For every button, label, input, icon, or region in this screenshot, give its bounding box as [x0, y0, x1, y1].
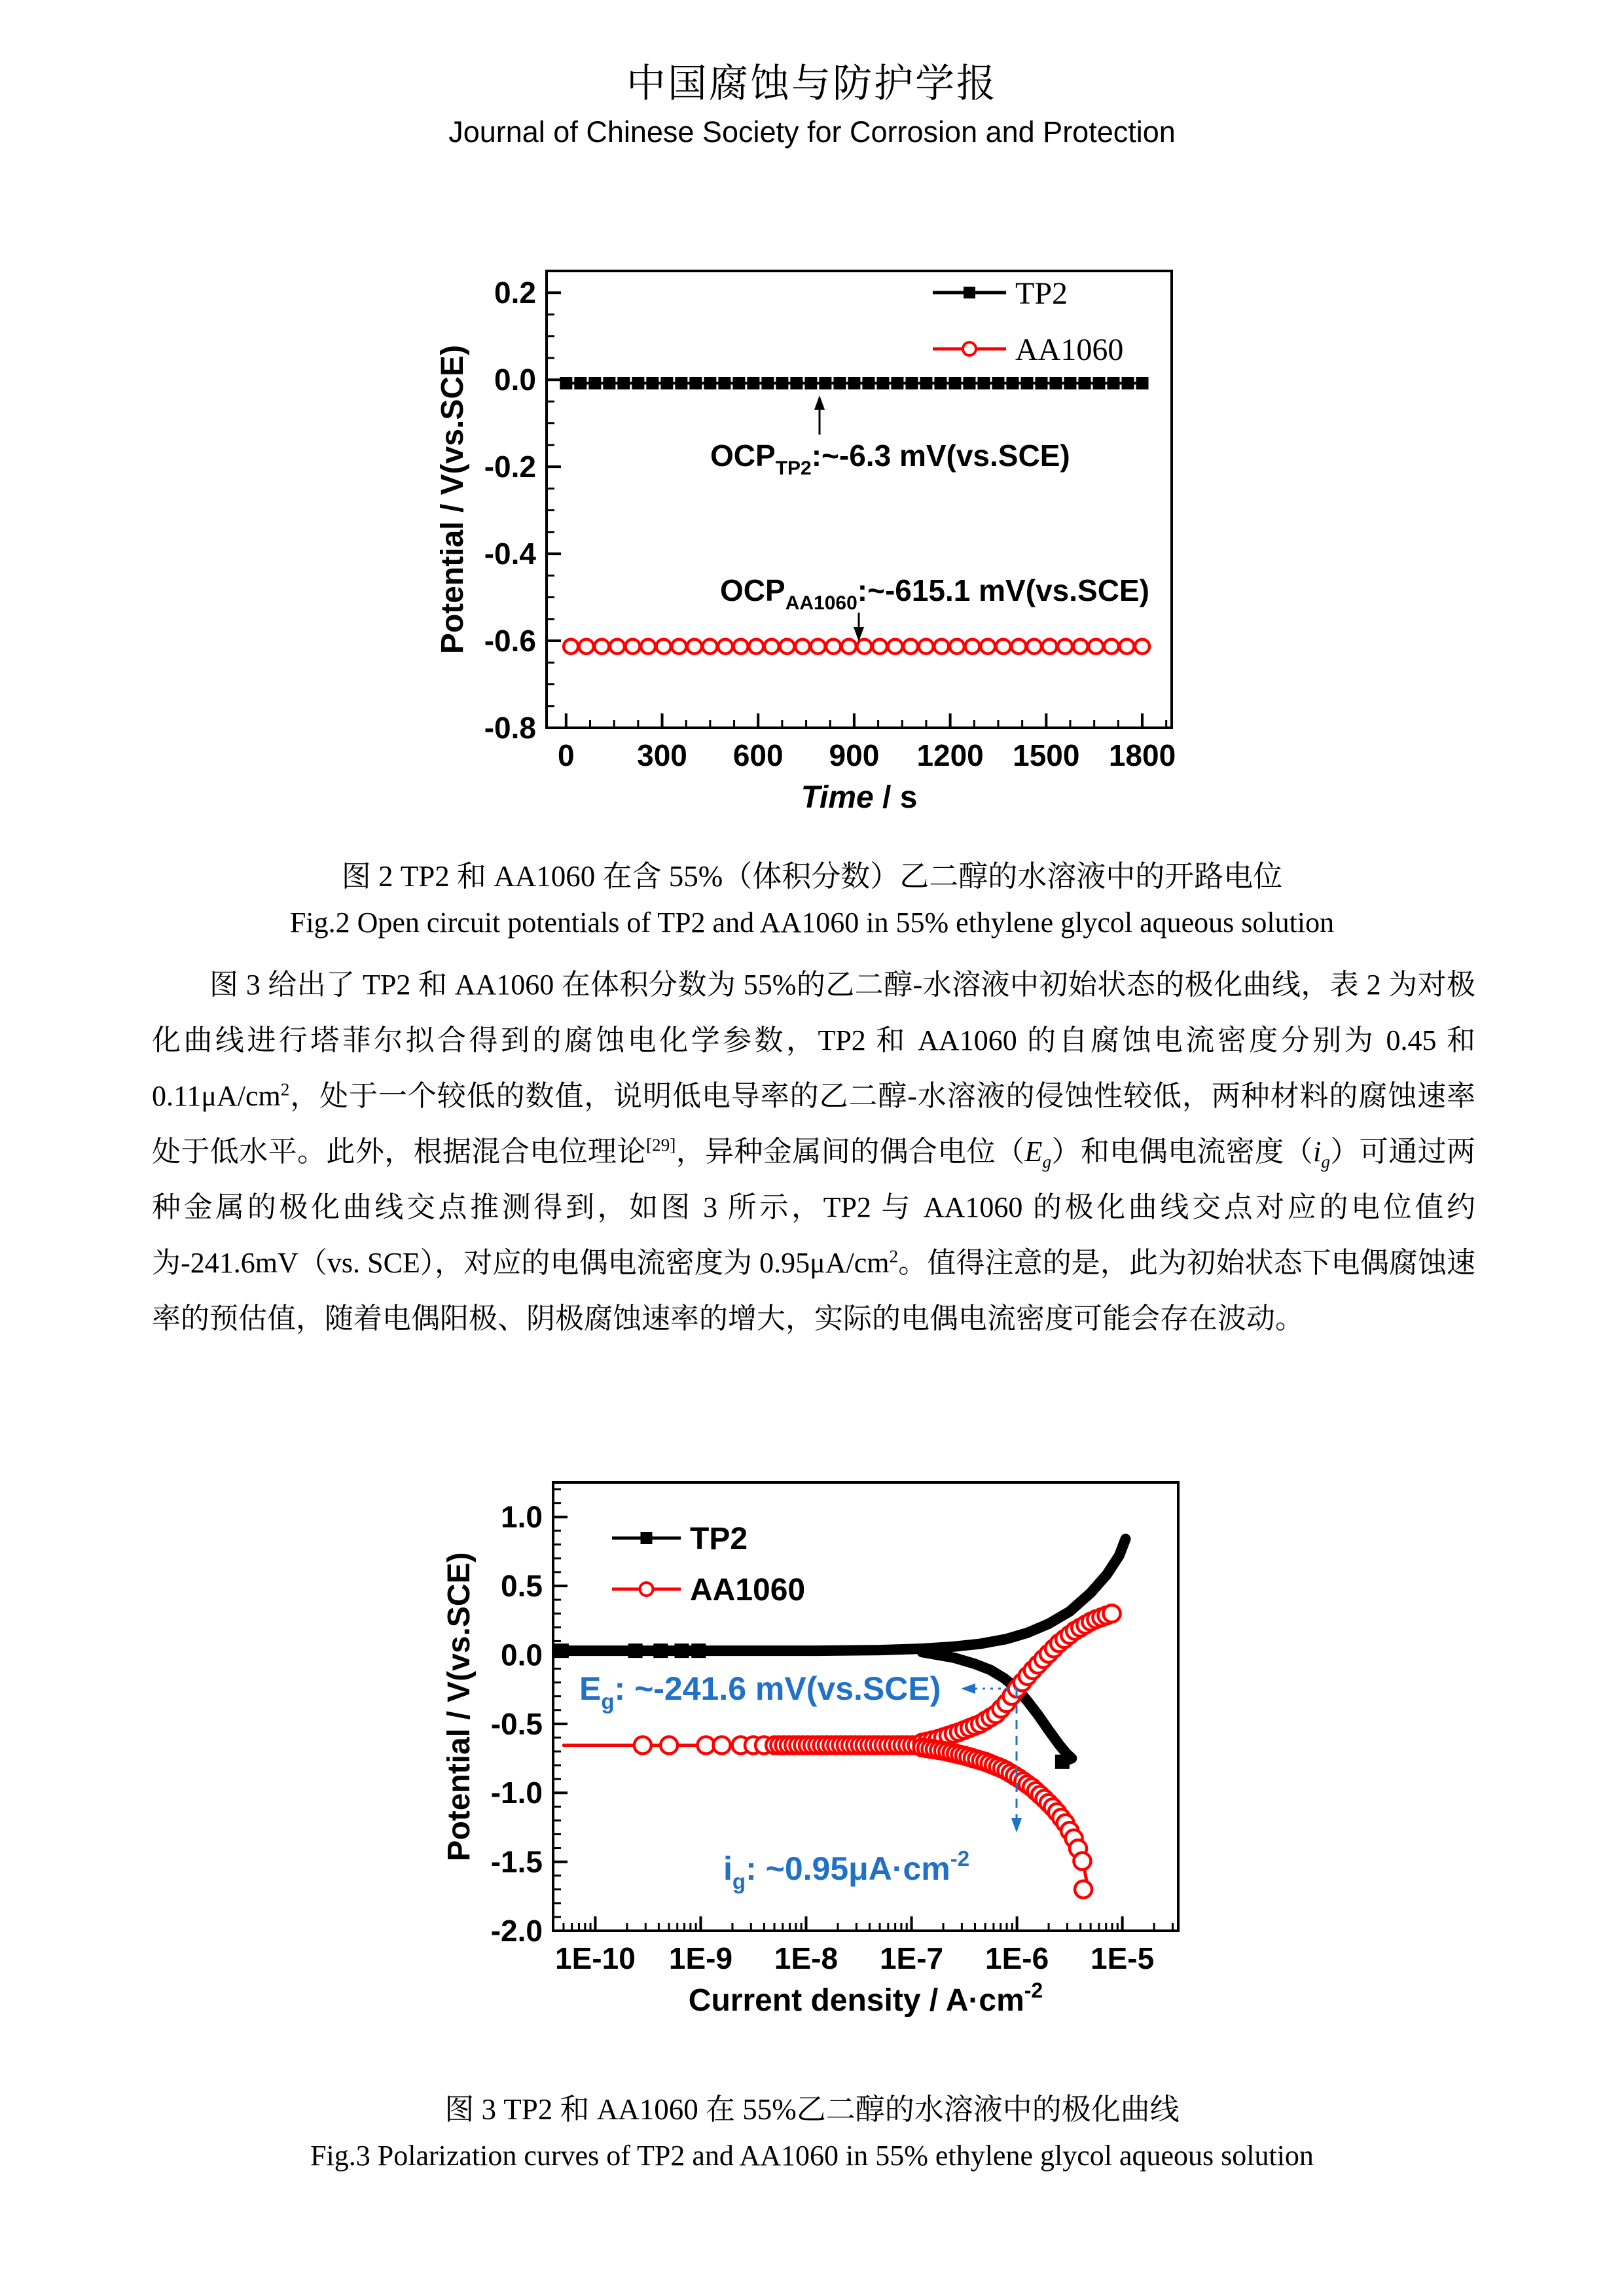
marker-circle	[826, 639, 840, 654]
text-segment: 。值得注意的是，此为初始状态下电偶腐蚀速率的预估值，随着电偶阳极、阴极腐蚀速率的增大，实际的电偶电流密度可能会存在波动。	[152, 1247, 1475, 1335]
text-segment: -0.4	[484, 537, 536, 571]
text-segment: -2	[950, 1846, 970, 1871]
y-tick-label	[501, 1638, 543, 1672]
marker-square	[1035, 377, 1047, 389]
text-segment: 900	[829, 738, 880, 772]
marker-square	[628, 1643, 643, 1658]
marker-square	[1078, 377, 1091, 389]
figure2-ocp-chart	[419, 245, 1218, 834]
text-segment: 2	[280, 1079, 290, 1100]
marker-square	[718, 377, 731, 389]
marker-square	[554, 1643, 569, 1658]
marker-square	[776, 377, 788, 389]
marker-square	[963, 377, 975, 389]
annotation-arrow-head	[961, 1683, 975, 1694]
marker-circle	[1075, 1881, 1092, 1898]
marker-circle	[842, 639, 856, 654]
text-segment: / s	[873, 780, 918, 815]
x-tick-label	[774, 1941, 838, 1975]
marker-circle	[734, 639, 748, 654]
x-tick-label	[1091, 1941, 1154, 1975]
text-segment: 600	[732, 738, 784, 772]
text-segment: i	[1313, 1136, 1322, 1168]
y-tick-label	[484, 450, 536, 484]
text-segment: 1E-10	[555, 1941, 636, 1975]
marker-square	[833, 377, 846, 389]
marker-circle	[657, 639, 671, 654]
text-segment: 0.0	[501, 1638, 543, 1672]
marker-square	[560, 377, 572, 389]
annotation-arrow-head	[814, 395, 825, 410]
text-segment: 1E-7	[879, 1941, 944, 1975]
marker-square	[1055, 1755, 1070, 1769]
marker-square	[653, 1643, 668, 1658]
marker-square	[588, 377, 601, 389]
marker-square	[1006, 377, 1019, 389]
marker-square	[660, 377, 673, 389]
text-segment: Potential / V(vs.SCE)	[442, 1552, 477, 1861]
text-segment: OCP	[710, 439, 776, 473]
y-tick-label	[484, 537, 537, 571]
text-segment: 1500	[1013, 738, 1080, 772]
marker-circle	[903, 639, 918, 654]
text-segment: 1E-9	[668, 1941, 733, 1975]
marker-circle	[713, 1737, 731, 1754]
legend-marker-circle	[963, 342, 976, 355]
text-segment: 2	[889, 1246, 899, 1266]
marker-circle	[1135, 639, 1149, 654]
chart-annotation	[710, 439, 1070, 479]
y-axis-title	[442, 1552, 477, 1861]
figure3-caption-en: Fig.3 Polarization curves of TP2 and AA1060 in 55% ethylene glycol aqueous solution	[310, 2140, 1314, 2172]
y-tick-label	[501, 1500, 543, 1534]
chart-annotation	[723, 1846, 969, 1893]
text-segment: -0.2	[484, 450, 536, 484]
text-segment: i	[723, 1850, 732, 1887]
marker-square	[704, 377, 716, 389]
marker-square	[862, 377, 875, 389]
figure3-caption-zh: 图 3 TP2 和 AA1060 在 55%乙二醇的水溶液中的极化曲线	[444, 2093, 1180, 2126]
marker-square	[819, 377, 831, 389]
marker-square	[1064, 377, 1076, 389]
marker-square	[761, 377, 774, 389]
x-axis-title	[689, 1979, 1043, 2018]
text-segment: g	[732, 1869, 746, 1893]
text-segment: Potential / V(vs.SCE)	[435, 344, 470, 655]
text-segment: -0.5	[490, 1706, 543, 1741]
marker-square	[674, 1643, 689, 1658]
marker-circle	[610, 639, 624, 654]
marker-square	[1092, 377, 1105, 389]
marker-circle	[749, 639, 763, 654]
x-tick-label	[555, 1941, 636, 1975]
legend-marker-square	[964, 287, 975, 298]
text-segment: ）可通过两种金属的极化曲线交点推测得到，如图 3 所示，TP2 与 AA1060 的极化曲线交点对应的电位值约为-241.6mV（vs. SCE），对应的电偶电流密度为 0.95μA/cm	[152, 1136, 1476, 1279]
marker-circle	[1074, 639, 1088, 654]
text-segment: 1E-5	[1091, 1941, 1155, 1975]
text-segment: -0.6	[484, 624, 536, 658]
marker-circle	[1027, 639, 1041, 654]
marker-circle	[981, 639, 995, 654]
text-segment: ，异种金属间的偶合电位（	[676, 1136, 1025, 1168]
chart-annotation	[579, 1670, 941, 1713]
y-tick-label	[484, 711, 536, 745]
marker-circle	[795, 639, 810, 654]
chart-annotation	[720, 573, 1149, 614]
legend-label	[690, 1573, 805, 1607]
text-segment: -2	[1024, 1978, 1043, 2002]
y-tick-label	[491, 1776, 543, 1810]
marker-circle	[919, 639, 933, 654]
text-segment: OCP	[720, 573, 785, 607]
text-segment: Time	[801, 780, 874, 815]
marker-circle	[888, 639, 903, 654]
text-segment: ，处于一个较低的数值，说明低电导率的乙二醇-水溶液的侵蚀性较低，两种材料的腐蚀速率处于低水平。此外，根据混合电位理论	[152, 1080, 1475, 1168]
x-tick-label	[985, 1941, 1049, 1975]
marker-square	[790, 377, 803, 389]
journal-title-en: Journal of Chinese Society for Corrosion and Protection	[448, 115, 1176, 149]
figure2-caption-en: Fig.2 Open circuit potentials of TP2 and AA1060 in 55% ethylene glycol aqueous solution	[289, 906, 1335, 939]
body-paragraph	[152, 957, 1475, 1346]
marker-circle	[996, 639, 1011, 654]
marker-square	[1049, 377, 1062, 389]
y-tick-label	[484, 624, 536, 658]
fig3-polarization-root	[442, 1482, 1178, 2018]
legend-label	[690, 1522, 748, 1556]
text-segment: g	[1321, 1151, 1330, 1172]
marker-square	[891, 377, 903, 389]
text-segment: AA1060	[1015, 332, 1124, 367]
marker-square	[1122, 377, 1134, 389]
marker-square	[747, 377, 759, 389]
marker-circle	[564, 639, 578, 654]
marker-square	[905, 377, 918, 389]
marker-circle	[1074, 1853, 1091, 1870]
marker-square	[632, 377, 644, 389]
x-tick-label	[916, 738, 983, 772]
marker-square	[920, 377, 932, 389]
marker-square	[848, 377, 860, 389]
text-segment: E	[1024, 1136, 1043, 1168]
fig2-ocp-root	[435, 271, 1176, 815]
text-segment: E	[579, 1670, 602, 1707]
marker-circle	[811, 639, 825, 654]
x-tick-label	[669, 1941, 732, 1975]
text-segment: TP2	[690, 1522, 748, 1556]
marker-square	[804, 377, 817, 389]
text-segment: 0.0	[494, 363, 536, 397]
marker-circle	[965, 639, 980, 654]
marker-circle	[1104, 639, 1119, 654]
text-segment: -2.0	[490, 1914, 543, 1948]
text-segment: TP2	[1015, 276, 1068, 311]
text-segment: 1800	[1108, 738, 1176, 772]
y-tick-label	[494, 276, 536, 310]
marker-square	[934, 377, 947, 389]
marker-circle	[660, 1737, 677, 1754]
marker-circle	[1089, 639, 1103, 654]
text-segment: : ~0.95μA·cm	[746, 1850, 950, 1887]
figure3-polarization-chart	[419, 1460, 1244, 2068]
marker-square	[948, 377, 961, 389]
marker-circle	[1104, 1605, 1121, 1622]
marker-square	[675, 377, 687, 389]
text-segment: 1E-8	[774, 1941, 839, 1975]
text-segment: 1.0	[501, 1499, 543, 1534]
marker-square	[992, 377, 1004, 389]
marker-circle	[718, 639, 732, 654]
marker-circle	[934, 639, 948, 654]
marker-square	[876, 377, 889, 389]
x-tick-label	[558, 738, 575, 772]
text-segment: 0.5	[501, 1569, 543, 1604]
text-segment: 0.2	[494, 276, 536, 310]
marker-circle	[1042, 639, 1056, 654]
marker-square	[732, 377, 745, 389]
y-tick-label	[491, 1707, 543, 1741]
legend-label	[1015, 332, 1123, 367]
x-tick-label	[829, 738, 880, 772]
text-segment: -1.5	[490, 1844, 543, 1879]
marker-circle	[641, 639, 655, 654]
legend-marker-square	[641, 1532, 653, 1544]
x-tick-label	[1109, 738, 1176, 772]
y-tick-label	[491, 1845, 543, 1879]
text-segment: -0.8	[484, 711, 536, 745]
marker-square	[689, 377, 702, 389]
y-axis-title	[435, 345, 470, 654]
marker-square	[1136, 377, 1149, 389]
text-segment: g	[1042, 1151, 1052, 1172]
marker-circle	[1058, 639, 1072, 654]
marker-circle	[1119, 639, 1134, 654]
y-tick-label	[494, 363, 536, 397]
marker-circle	[765, 639, 779, 654]
text-segment: Current density / A·cm	[688, 1983, 1024, 2018]
x-tick-label	[1013, 738, 1079, 772]
marker-square	[646, 377, 659, 389]
text-segment: : ~-241.6 mV(vs.SCE)	[614, 1670, 941, 1707]
marker-square	[603, 377, 615, 389]
marker-circle	[687, 639, 702, 654]
x-tick-label	[880, 1941, 943, 1975]
marker-circle	[634, 1737, 651, 1754]
marker-circle	[702, 639, 717, 654]
marker-square	[977, 377, 990, 389]
marker-square	[1020, 377, 1033, 389]
marker-circle	[579, 639, 594, 654]
text-segment: 0	[558, 738, 575, 772]
marker-square	[574, 377, 586, 389]
text-segment: AA1060	[690, 1573, 806, 1607]
marker-circle	[626, 639, 640, 654]
marker-circle	[873, 639, 887, 654]
text-segment: :~-615.1 mV(vs.SCE)	[857, 573, 1149, 607]
marker-circle	[950, 639, 964, 654]
text-segment: TP2	[775, 457, 812, 479]
marker-square	[691, 1643, 706, 1658]
figure2-caption-zh: 图 2 TP2 和 AA1060 在含 55%（体积分数）乙二醇的水溶液中的开路电位	[341, 860, 1283, 893]
legend-marker-circle	[640, 1583, 653, 1596]
legend-label	[1015, 276, 1068, 311]
marker-circle	[857, 639, 871, 654]
text-segment: 图 3 给出了 TP2 和 AA1060 在体积分数为 55%的乙二醇-水溶液中初始状态的极化曲线，表 2 为对极化曲线进行塔菲尔拟合得到的腐蚀电化学参数，TP2 和 AA1060 的自腐蚀电流密度分别为 0.45 和 0.11μA/cm	[152, 969, 1475, 1112]
x-tick-label	[733, 738, 784, 772]
text-segment: 1200	[916, 738, 984, 772]
marker-circle	[672, 639, 686, 654]
marker-circle	[594, 639, 609, 654]
annotation-arrow-head	[1011, 1818, 1022, 1833]
text-segment: 1E-6	[985, 1941, 1049, 1975]
text-segment: :~-6.3 mV(vs.SCE)	[811, 439, 1070, 473]
journal-title-zh: 中国腐蚀与防护学报	[626, 62, 998, 105]
marker-circle	[1011, 639, 1026, 654]
text-segment: -1.0	[490, 1776, 543, 1810]
marker-circle	[780, 639, 794, 654]
text-segment: AA1060	[785, 592, 857, 614]
x-axis-title	[801, 780, 918, 815]
y-tick-label	[501, 1569, 543, 1603]
text-segment: [29]	[645, 1135, 676, 1155]
text-segment: g	[601, 1689, 615, 1713]
marker-square	[617, 377, 630, 389]
text-segment: ）和电偶电流密度（	[1051, 1136, 1314, 1168]
marker-square	[1108, 377, 1120, 389]
y-tick-label	[491, 1914, 543, 1948]
x-tick-label	[637, 738, 687, 772]
text-segment: 300	[637, 738, 687, 772]
